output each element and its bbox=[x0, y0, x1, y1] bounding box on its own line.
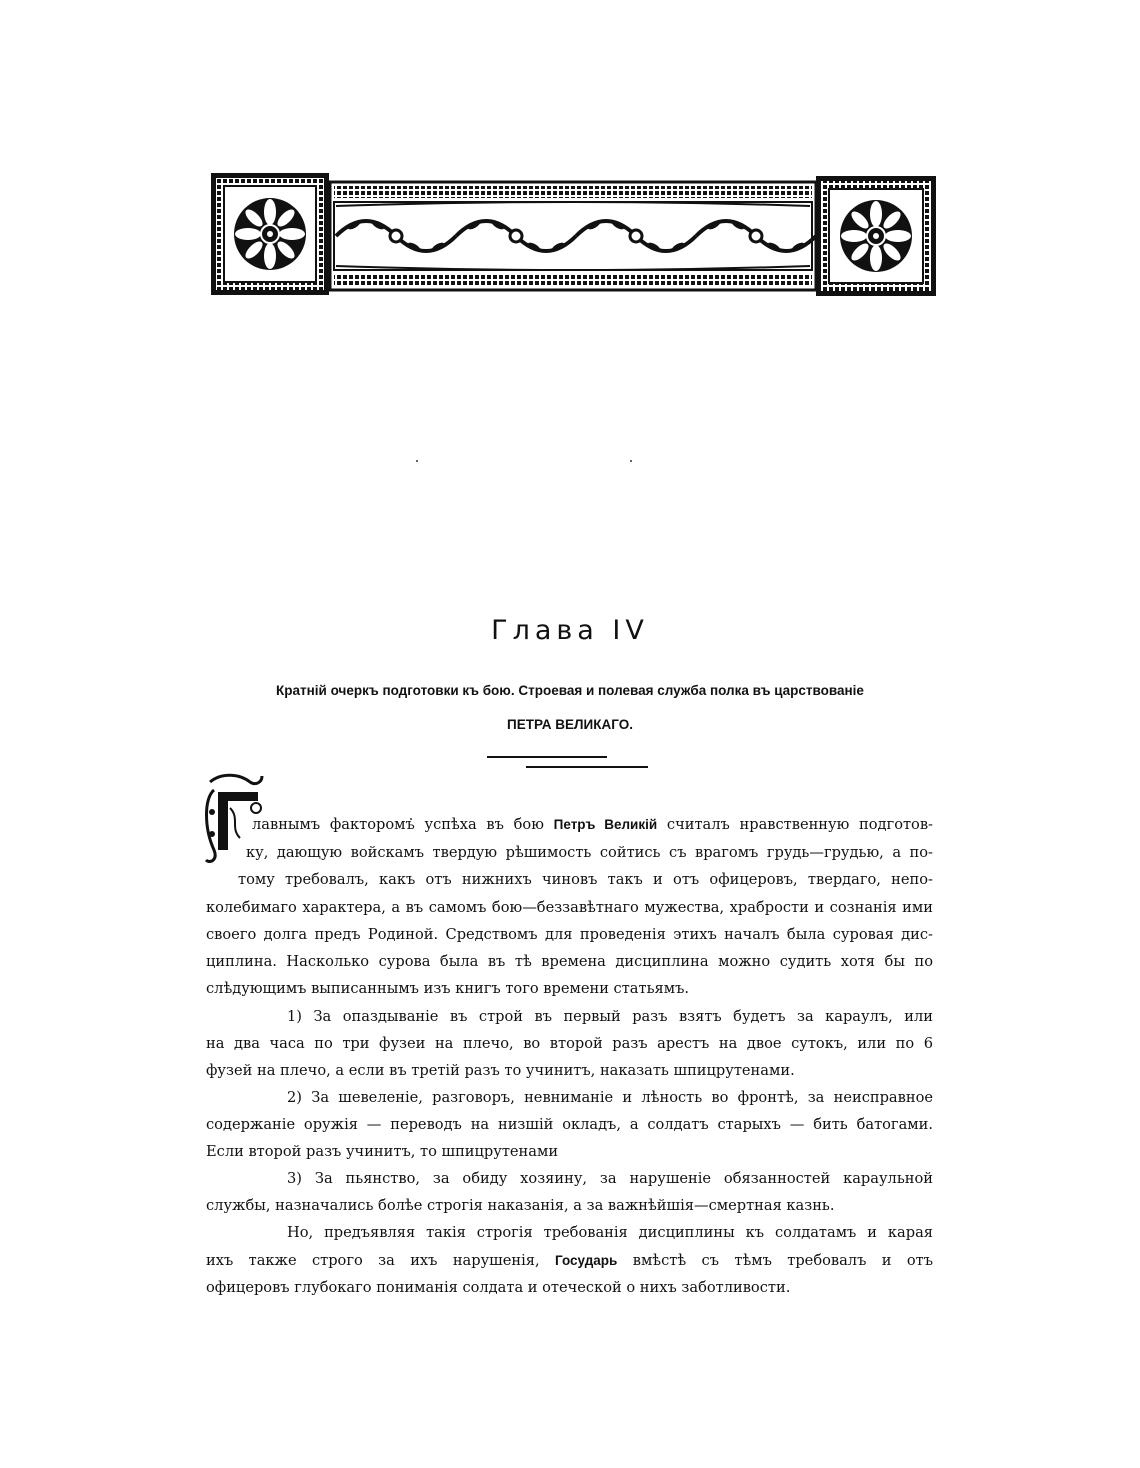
paper-speck bbox=[416, 460, 418, 462]
text-line: Если второй разъ учинитъ, то шпицрутенами bbox=[206, 1143, 559, 1160]
text-line: офицеровъ глубокаго пониманія солдата и отеческой о нихъ заботливости. bbox=[206, 1279, 791, 1296]
text-line: колебимаго характера, а въ самомъ бою—беззавѣтнаго мужества, храбрости и сознанія ими bbox=[206, 899, 933, 916]
text-line: службы, назначались болѣе строгія наказанія, а за важнѣйшія—смертная казнь. bbox=[206, 1197, 835, 1214]
text-line: ихъ также строго за ихъ нарушенія, Государь вмѣстѣ съ тѣмъ требовалъ и отъ bbox=[206, 1252, 933, 1269]
text-line: 1) За опаздываніе въ строй въ первый разъ взятъ будетъ за караулъ, или bbox=[287, 1008, 933, 1025]
text-line: 2) За шевеленіе, разговоръ, невниманіе и лѣность во фронтѣ, за неисправное bbox=[287, 1089, 933, 1106]
text-line: тому требовалъ, какъ отъ нижнихъ чиновъ такъ и отъ офицеровъ, твердаго, непо- bbox=[238, 871, 933, 888]
text-line: ку, дающую войскамъ твердую рѣшимость сойтись съ врагомъ грудь—грудью, а по- bbox=[246, 844, 933, 861]
text-line: фузей на плечо, а если въ третій разъ то учинитъ, наказать шпицрутенами. bbox=[206, 1062, 795, 1079]
text-line: своего долга предъ Родиной. Средствомъ для проведенія этихъ началъ была суровая дис- bbox=[206, 926, 933, 943]
subtitle-line-1: Кратній очеркъ подготовки къ бою. Строевая и полевая служба полка въ царствованіе bbox=[276, 683, 864, 698]
subtitle-line-2: ПЕТРА ВЕЛИКАГО. bbox=[507, 717, 633, 732]
right-rosette-panel bbox=[816, 176, 936, 296]
text-line: слѣдующимъ выписаннымъ изъ книгъ того времени статьямъ. bbox=[206, 980, 690, 997]
left-rosette-panel bbox=[211, 173, 329, 295]
text-line: Но, предъявляя такія строгія требованія дисциплины къ солдатамъ и карая bbox=[287, 1224, 933, 1241]
divider-rule-upper bbox=[487, 756, 607, 758]
paper-speck bbox=[630, 460, 632, 462]
ornamental-headpiece bbox=[210, 172, 938, 298]
text-line: на два часа по три фузеи на плечо, во второй разъ арестъ на двое сутокъ, или по 6 bbox=[206, 1035, 933, 1052]
text-line: циплина. Насколько сурова была въ тѣ времена дисциплина можно судить хотя бы по bbox=[206, 953, 933, 970]
chapter-title: Глава IV bbox=[491, 615, 649, 646]
text-line: содержаніе оружія — переводъ на низшій окладъ, а солдатъ старыхъ — бить батогами. bbox=[206, 1116, 933, 1133]
central-vine-band bbox=[330, 182, 816, 290]
divider-rule-lower bbox=[526, 766, 648, 768]
text-line: 3) За пьянство, за обиду хозяину, за нарушеніе обязанностей караульной bbox=[287, 1170, 933, 1187]
chapter-subtitle bbox=[200, 674, 940, 742]
text-line: лавнымъ факторомъ успѣха въ бою Петръ Великій считалъ нравственную подготов- bbox=[252, 816, 933, 833]
